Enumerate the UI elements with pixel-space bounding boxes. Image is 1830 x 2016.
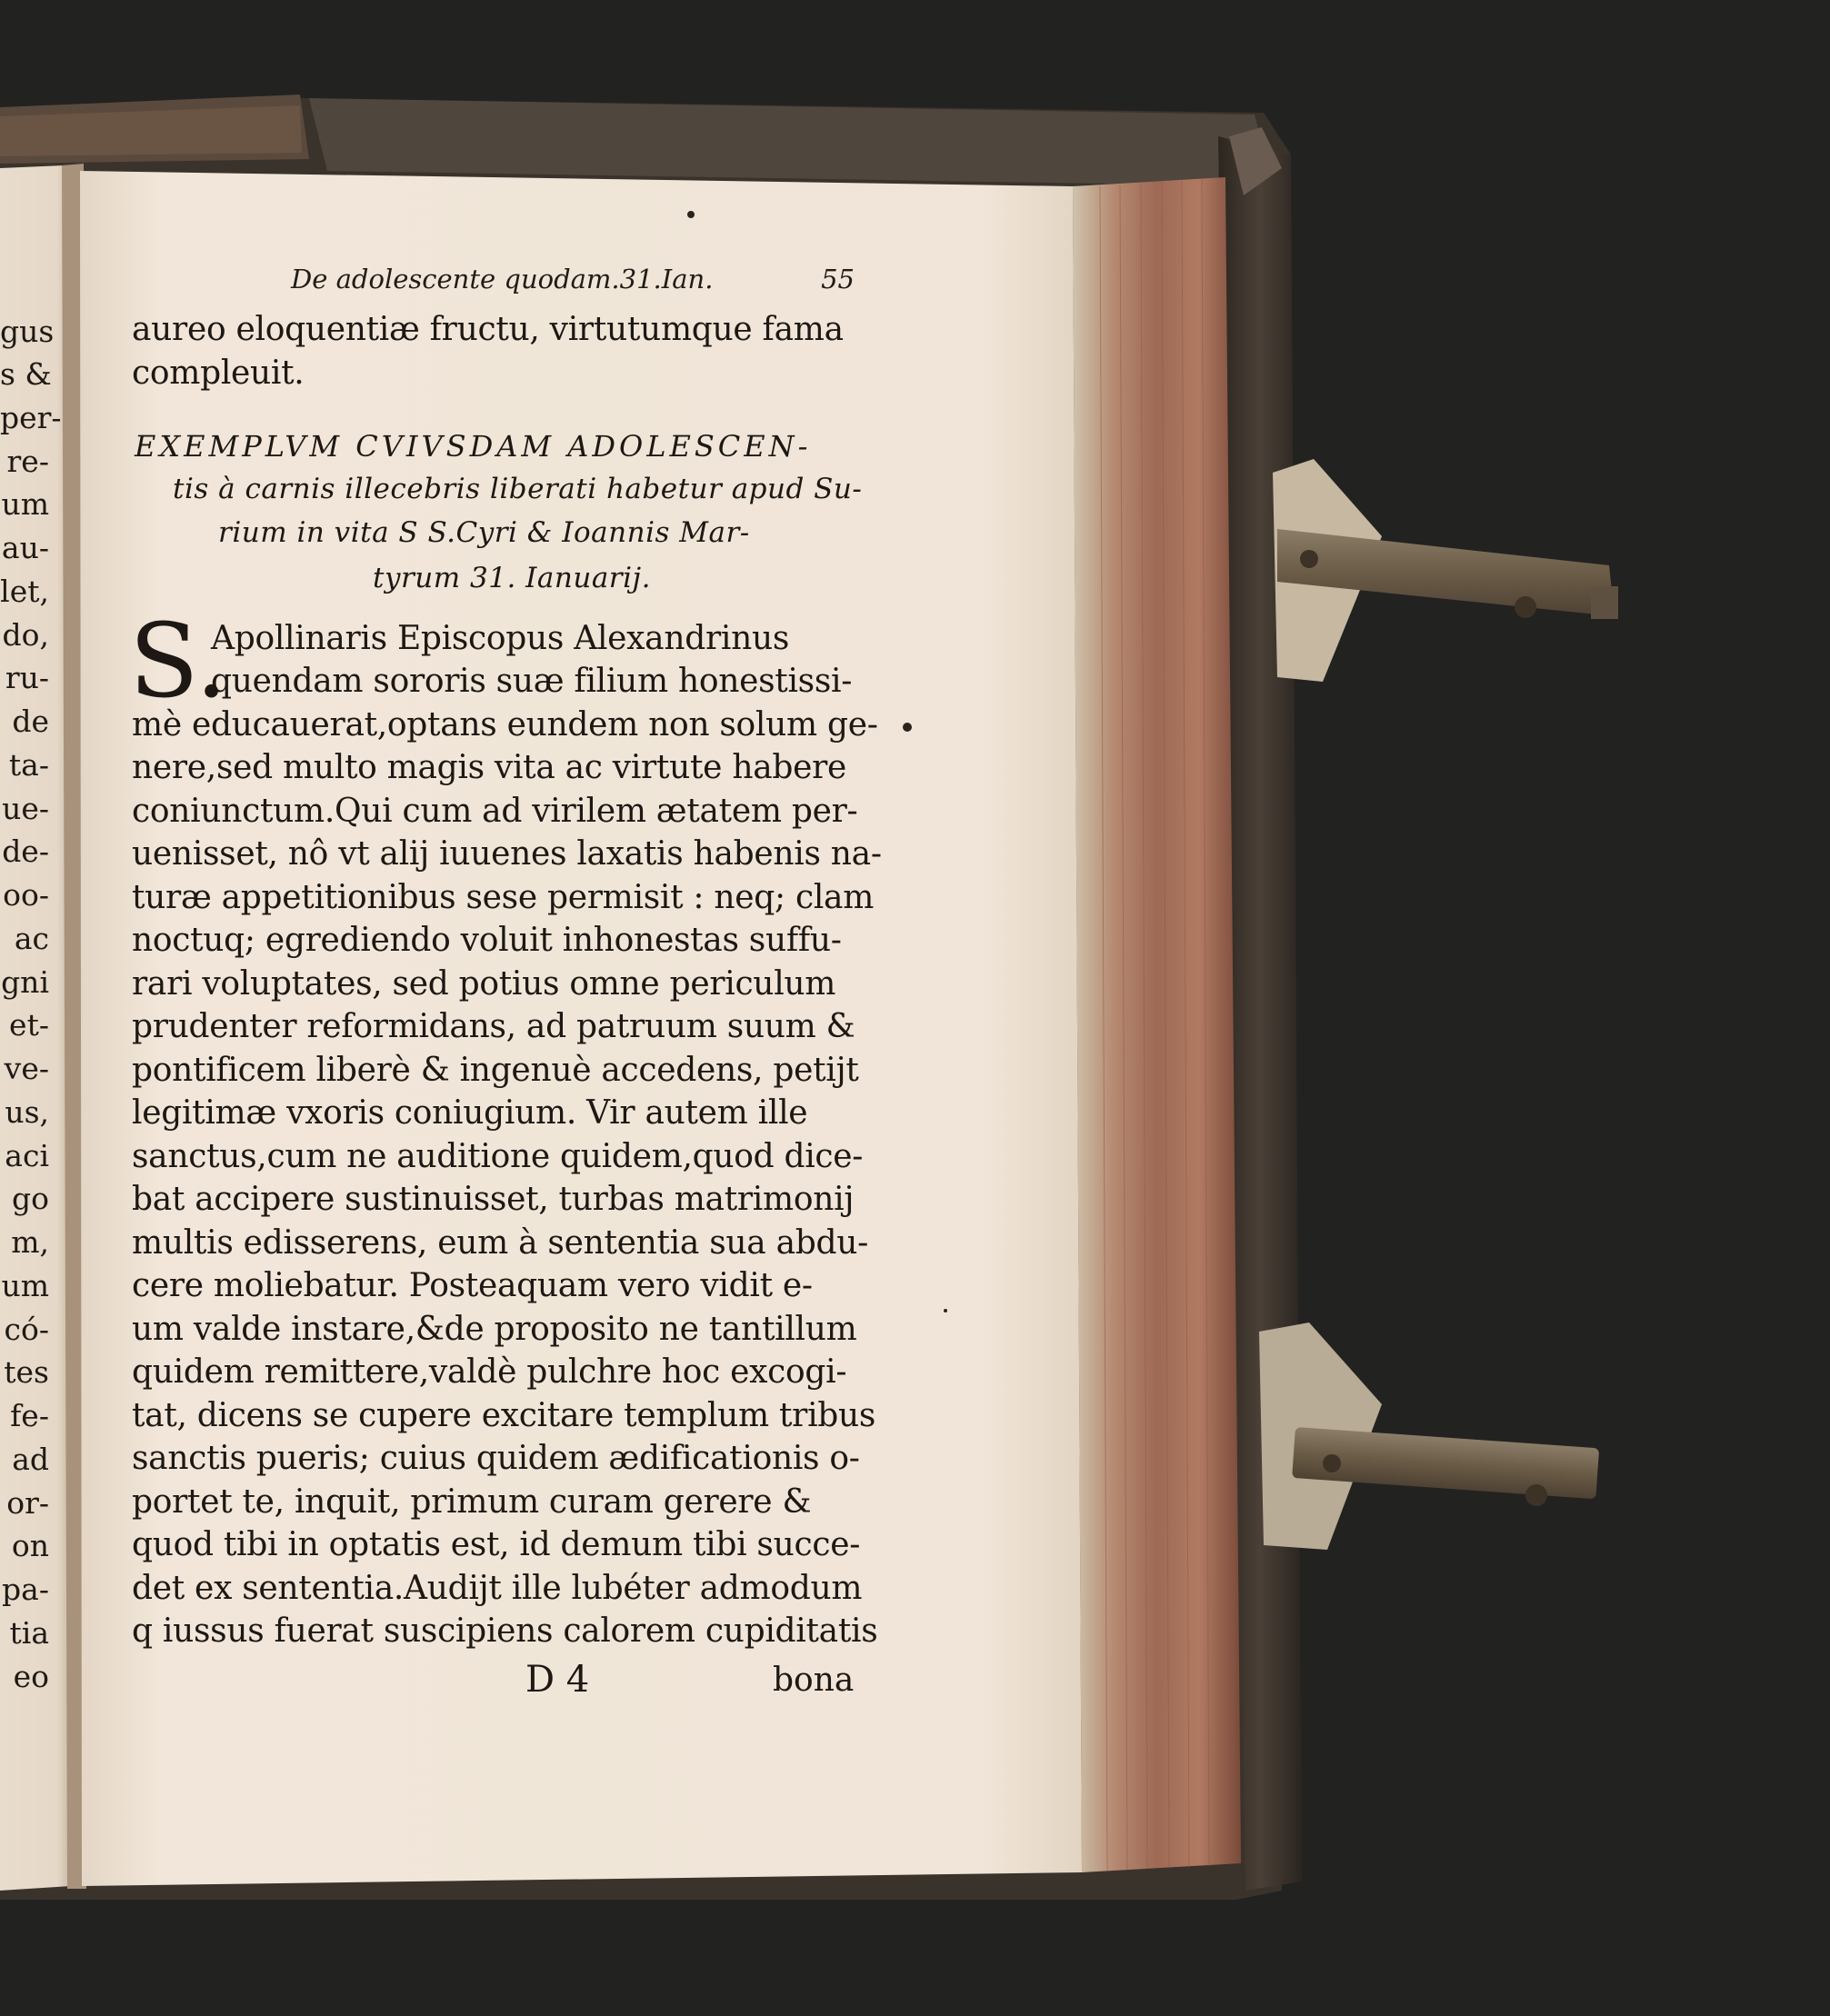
text-line: Apollinaris Episcopus Alexandrinus: [211, 620, 790, 657]
text-line: det ex sententia.Audijt ille lubéter admodum: [132, 1570, 863, 1607]
left-page-fragment: m,: [11, 1224, 49, 1260]
signature-mark: D 4: [525, 1659, 590, 1701]
left-page-fragment: um: [1, 486, 49, 522]
left-page-fragment: tes: [4, 1354, 49, 1390]
left-page-fragment: ru-: [5, 660, 49, 695]
left-page-fragment: or-: [6, 1485, 49, 1521]
section-heading: EXEMPLVM CVIVSDAM ADOLESCEN-: [135, 429, 812, 464]
text-line: sanctis pueris; cuius quidem ædificationis o-: [132, 1440, 860, 1477]
left-page-fragment: per-: [0, 400, 62, 435]
text-line: bat accipere sustinuisset, turbas matrimonij: [132, 1181, 855, 1218]
text-line: aureo eloquentiæ fructu, virtutumque fama: [132, 311, 844, 348]
text-line: uenisset, nô vt alij iuuenes laxatis habenis na-: [132, 835, 882, 873]
left-page-fragment: oo-: [3, 877, 49, 913]
folio: 55: [821, 264, 855, 294]
left-page-fragment: ad: [12, 1442, 49, 1477]
section-heading: tis à carnis illecebris liberati habetur apud Su-: [173, 473, 863, 505]
left-page-fragment: eo: [13, 1659, 49, 1694]
text-line: portet te, inquit, primum curam gerere &: [132, 1483, 812, 1521]
text-line: legitimæ vxoris coniugium. Vir autem ille: [132, 1094, 808, 1132]
left-page-fragment: go: [12, 1181, 49, 1216]
section-heading: rium in vita S S.Cyri & Ioannis Mar-: [218, 516, 750, 549]
left-page-fragment: có-: [4, 1312, 49, 1347]
text-line: turæ appetitionibus sese permisit : neq; clam: [132, 879, 875, 916]
left-page-fragment: ue-: [2, 791, 49, 826]
left-page-fragment: let,: [0, 574, 49, 609]
text-line: quod tibi in optatis est, id demum tibi succe-: [132, 1526, 861, 1563]
left-page-fragment: au-: [1, 530, 49, 565]
text-line: compleuit.: [132, 354, 305, 392]
left-page-fragment: et-: [9, 1007, 49, 1043]
left-page-fragment: re-: [6, 444, 49, 479]
text-line: prudenter reformidans, ad patruum suum &: [132, 1008, 855, 1045]
left-page-fragment: um: [1, 1268, 49, 1303]
left-page-fragment: tia: [9, 1615, 49, 1651]
text-line: q iussus fuerat suscipiens calorem cupiditatis: [132, 1612, 878, 1650]
text-line: sanctus,cum ne auditione quidem,quod dice-: [132, 1138, 864, 1175]
left-page-fragment: de-: [2, 833, 49, 869]
left-page-fragment: ta-: [8, 747, 49, 783]
text-line: tat, dicens se cupere excitare templum tribus: [132, 1397, 876, 1434]
text-line: quendam sororis suæ filium honestissi-: [211, 663, 853, 700]
text-line: nere,sed multo magis vita ac virtute habere: [132, 749, 847, 786]
section-heading: tyrum 31. Ianuarij.: [373, 562, 651, 594]
text-line: quidem remittere,valdè pulchre hoc excogi-: [132, 1353, 847, 1391]
running-head: [291, 264, 855, 300]
drop-cap: S.: [129, 603, 228, 721]
left-page-fragment: aci: [5, 1138, 49, 1173]
left-page-fragment: ac: [14, 921, 49, 956]
left-page-fragment: pa-: [2, 1572, 49, 1607]
text-line: mè educauerat,optans eundem non solum ge-: [132, 706, 878, 744]
left-page-fragment: ve-: [4, 1051, 49, 1086]
text-line: noctuq; egrediendo voluit inhonestas suffu-: [132, 922, 842, 959]
catchword: bona: [773, 1662, 855, 1699]
left-page-fragment: s &: [0, 356, 52, 392]
left-page-fragment: on: [11, 1528, 49, 1563]
text-line: coniunctum.Qui cum ad virilem ætatem per-: [132, 793, 858, 830]
left-page-fragment: de: [12, 704, 49, 739]
text-line: multis edisserens, eum à sententia sua abdu-: [132, 1224, 868, 1262]
left-page-fragment: gus: [0, 314, 55, 349]
running-head-title: De adolescente quodam.31.Ian.: [291, 264, 714, 294]
left-page-fragment: gni: [1, 964, 49, 1000]
text-line: um valde instare,&de proposito ne tantillum: [132, 1311, 857, 1348]
text-line: rari voluptates, sed potius omne periculum: [132, 965, 836, 1003]
text-line: cere moliebatur. Posteaquam vero vidit e-: [132, 1267, 813, 1304]
left-page-fragment: do,: [2, 617, 49, 653]
left-page-fragment: fe-: [10, 1398, 49, 1433]
text-line: pontificem liberè & ingenuè accedens, petijt: [132, 1052, 859, 1089]
left-page-fragment: us,: [5, 1094, 49, 1130]
